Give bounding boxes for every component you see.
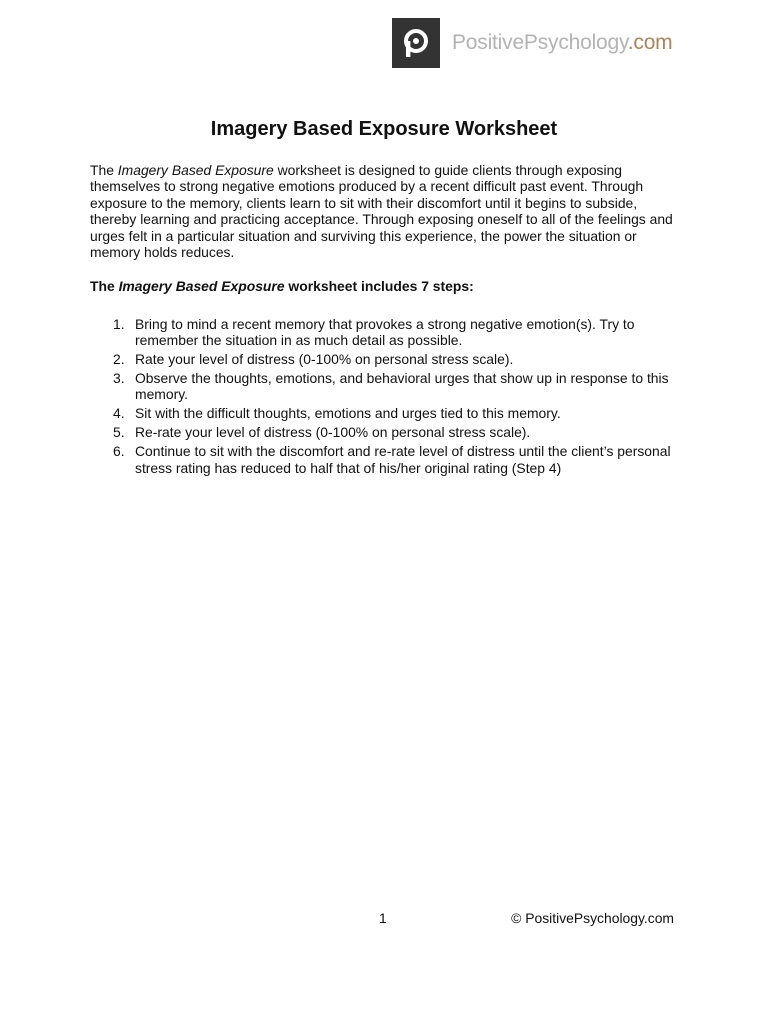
footer-copyright: © PositivePsychology.com <box>511 910 674 926</box>
step-number: 4. <box>113 405 125 422</box>
steps-heading-prefix: The <box>90 278 119 295</box>
intro-prefix: The <box>90 162 118 178</box>
step-text: Bring to mind a recent memory that provokes a strong negative emotion(s). Try to remember the situation in as much detail as possible. <box>135 315 635 349</box>
step-number: 1. <box>113 315 125 332</box>
logo-mark <box>392 18 440 68</box>
logo-wordmark <box>452 31 672 55</box>
list-item <box>90 316 680 349</box>
step-text: Observe the thoughts, emotions, and behavioral urges that show up in response to this memory. <box>135 370 669 403</box>
step-number: 5. <box>113 424 125 441</box>
intro-paragraph <box>90 162 680 260</box>
list-item <box>90 405 680 421</box>
list-item <box>90 351 680 367</box>
step-number: 6. <box>113 443 125 460</box>
steps-list <box>90 316 680 476</box>
page-number: 1 <box>379 910 387 926</box>
list-item <box>90 370 680 403</box>
positive-psychology-logo[interactable] <box>392 18 672 68</box>
list-item <box>90 443 680 476</box>
logo-wordmark-main: PositivePsychology <box>452 31 628 54</box>
step-number: 3. <box>113 370 125 387</box>
document-body <box>90 162 680 479</box>
list-item <box>90 424 680 440</box>
step-number: 2. <box>113 351 125 368</box>
step-text: Rate your level of distress (0-100% on personal stress scale). <box>135 351 514 368</box>
intro-suffix: worksheet is designed to guide clients through exposing themselves to strong negative emotions produced by a recent difficult past event. Through exposure to the memory, clients learn to sit with their discomfort until it begins to subside, thereby learning and practicing acceptance. Through exposing oneself to all of the feelings and urges felt in a particular situation and surviving this experience, the power the situation or memory holds reduces. <box>90 162 673 261</box>
steps-heading-suffix: worksheet includes 7 steps: <box>284 278 474 295</box>
step-text: Sit with the difficult thoughts, emotions and urges tied to this memory. <box>135 405 561 422</box>
steps-heading <box>90 278 680 294</box>
logo-wordmark-tld: .com <box>627 31 673 54</box>
positive-psychology-p-logo-icon <box>401 27 431 59</box>
intro-italic-title: Imagery Based Exposure <box>117 162 274 178</box>
step-text: Re-rate your level of distress (0-100% on personal stress scale). <box>135 424 531 441</box>
document-title: Imagery Based Exposure Worksheet <box>210 118 558 140</box>
steps-heading-italic: Imagery Based Exposure <box>118 278 285 295</box>
step-text: Continue to sit with the discomfort and re-rate level of distress until the client’s personal stress rating has reduced to half that of his/her original rating (Step 4) <box>135 443 671 476</box>
